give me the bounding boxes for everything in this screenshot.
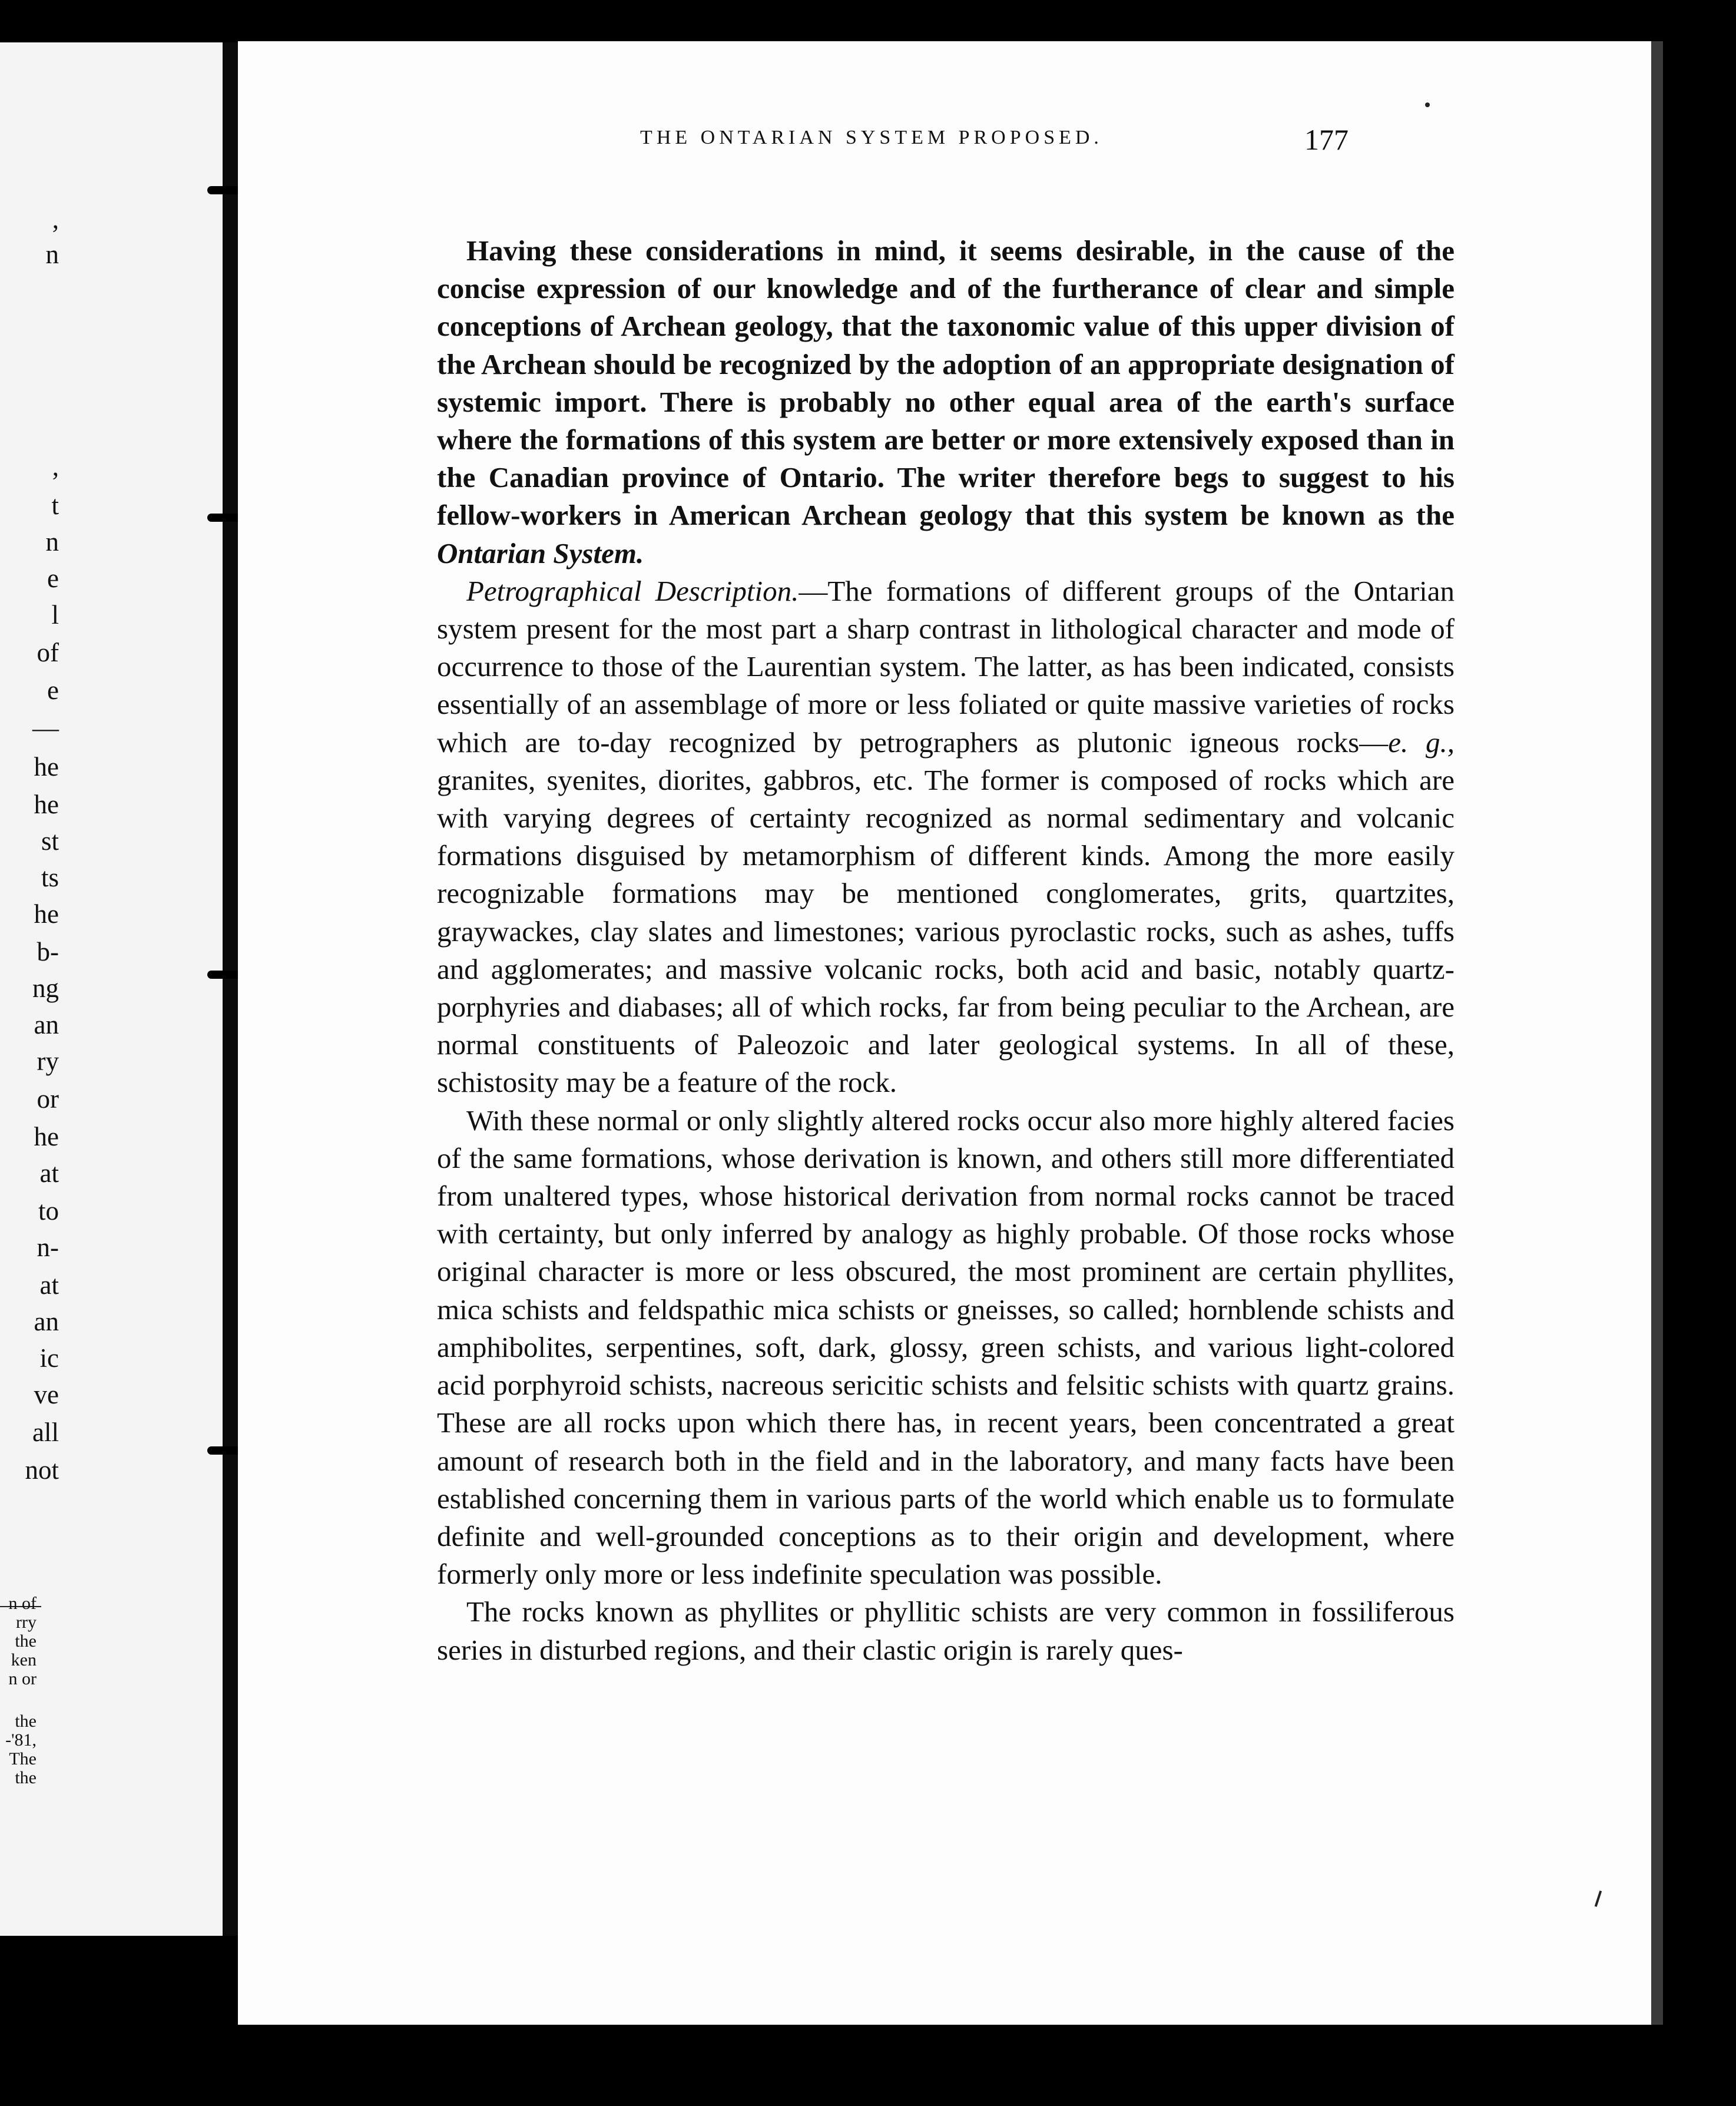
margin-fragment: ts: [41, 863, 59, 892]
footnote-fragment: rry: [16, 1612, 37, 1632]
paragraph-text: With these normal or only slightly altered rocks occur also more highly altered facies of the same formations, whose derivation is known, and others still more differentiated from unaltered types, whose historical derivation from normal rocks cannot be traced with certainty, but only inferred by analogy as highly probable. Of those rocks whose original character is more or less obscured, the most prominent are certain phyllites, mica schists and feldspathic mica schists or gneisses, so called; hornblende schists and amphibolites, serpentines, soft, dark, glossy, green schists, and various light-colored acid porphyroid schists, nacreous sericitic schists and felsitic schists with quartz grains. These are all rocks upon which there has, in recent years, been concentrated a great amount of research both in the field and in the laboratory, and many facts have been established concerning them in various parts of the world which enable us to formulate definite and well-grounded conceptions as to their origin and development, where formerly only more or less indefinite speculation was possible.: [437, 1104, 1455, 1591]
margin-fragment: an: [34, 1307, 59, 1336]
margin-fragment: n: [45, 240, 59, 269]
paragraph: [437, 572, 1455, 1102]
running-head: THE ONTARIAN SYSTEM PROPOSED.: [640, 127, 1103, 148]
body-text: [437, 232, 1455, 1669]
margin-fragment: e: [47, 675, 59, 705]
margin-fragment: ,: [52, 204, 59, 234]
margin-fragment: ic: [39, 1343, 59, 1373]
paragraph-tail: granites, syenites, diorites, gabbros, etc. The former is composed of rocks which are with varying degrees of certainty recognized as normal sedimentary and volcanic formations disguised by metamorphism of different kinds. Among the more easily recognizable formations may be mentioned conglomerates, grits, quartzites, graywackes, clay slates and limestones; various pyroclastic rocks, such as ashes, tuffs and agglomerates; and massive volcanic rocks, both acid and basic, notably quartz-porphyries and diabases; all of which rocks, far from being peculiar to the Archean, are normal constituents of Paleozoic and later geological systems. In all of these, schistosity may be a feature of the rock.: [437, 763, 1455, 1099]
paragraph-text: Having these considerations in mind, it seems desirable, in the cause of the concise expression of our knowledge and of the furtherance of clear and simple conceptions of Archean geology, that the taxonomic value of this upper division of the Archean should be recognized by the adoption of an appropriate designation of systemic import. There is probably no other equal area of the earth's surface where the formations of this system are better or more extensively exposed than in the Canadian province of Ontario. The writer therefore begs to suggest to his fellow-workers in American Archean geology that this system be known as the: [437, 234, 1455, 532]
margin-fragment: ry: [37, 1047, 59, 1076]
margin-fragment: he: [34, 1122, 59, 1151]
footnote-fragment: the: [15, 1631, 37, 1651]
margin-fragment: n-: [37, 1233, 59, 1262]
margin-fragment: of: [37, 638, 59, 667]
margin-fragment: ve: [34, 1380, 59, 1409]
margin-fragment: —: [32, 713, 59, 743]
margin-fragment: all: [32, 1418, 59, 1447]
scan-speck: [1425, 102, 1430, 107]
footnote-fragment: -'81,: [5, 1730, 37, 1750]
footnote-fragment: n or: [8, 1669, 37, 1688]
paragraph: [437, 1593, 1455, 1668]
previous-page-fragment: [0, 42, 223, 1936]
margin-fragment: not: [25, 1455, 59, 1485]
binding-gutter: [223, 42, 238, 1936]
margin-fragment: st: [41, 826, 59, 856]
footnote-fragment: the: [15, 1711, 37, 1731]
margin-fragment: to: [38, 1196, 59, 1226]
paragraph-text: —The formations of different groups of the Ontarian system present for the most part a sharp contrast in lithological character and mode of occurrence to those of the Laurentian system. The latter, as has been indicated, consists essentially of an assemblage of more or less foliated or quite massive varieties of rocks which are to-day recognized by petrographers as plutonic igneous rocks—: [437, 574, 1455, 759]
margin-fragment: he: [34, 899, 59, 929]
margin-fragment: b-: [37, 937, 59, 966]
margin-fragment: l: [51, 600, 59, 630]
margin-fragment: t: [51, 491, 59, 520]
page-number: 177: [1304, 123, 1349, 156]
margin-fragment: ,: [52, 452, 59, 481]
margin-fragment: at: [39, 1270, 59, 1300]
page-edge-shadow: [1651, 41, 1663, 2025]
footnote-fragment: n of: [8, 1594, 37, 1613]
margin-fragment: at: [39, 1158, 59, 1188]
margin-fragment: an: [34, 1010, 59, 1039]
paragraph-emphasis: Ontarian System.: [437, 537, 644, 569]
footnote-fragment: ken: [11, 1650, 37, 1670]
paragraph-lead: Petrographical Description.: [466, 574, 799, 607]
paragraph: [437, 1102, 1455, 1594]
margin-fragment: e: [47, 564, 59, 593]
margin-fragment: he: [34, 752, 59, 782]
paragraph-text: The rocks known as phyllites or phyllitic schists are very common in fossiliferous series in disturbed regions, and their clastic origin is rarely ques-: [437, 1595, 1455, 1666]
margin-fragment: he: [34, 790, 59, 819]
footnote-fragment: the: [15, 1768, 37, 1787]
margin-fragment: n: [45, 527, 59, 557]
paragraph: [437, 232, 1455, 572]
footnote-fragment: The: [9, 1749, 37, 1769]
margin-fragment: ng: [32, 973, 59, 1003]
paragraph-emphasis: e. g.,: [1388, 726, 1455, 759]
margin-fragment: or: [37, 1084, 59, 1114]
